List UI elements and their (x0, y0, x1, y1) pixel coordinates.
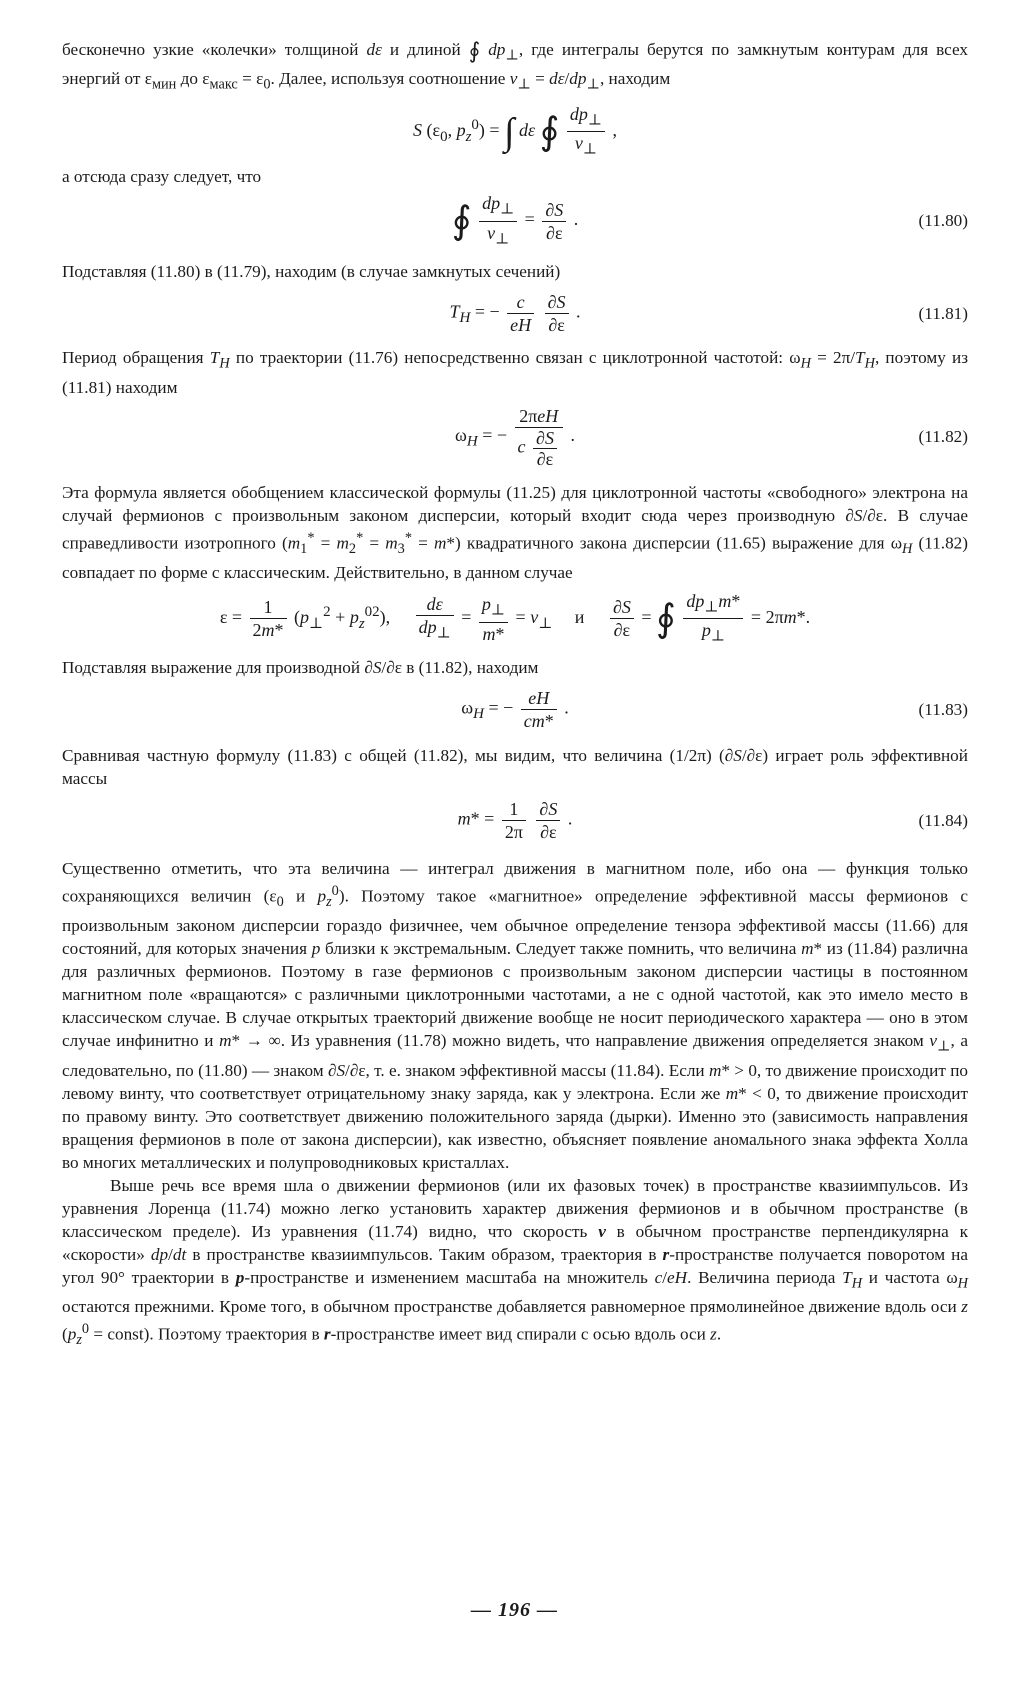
paragraph-9: Выше речь все время шла о движении фермионов (или их фазовых точек) в пространстве квазиимпульсов. Из уравнения Лоренца (11.74) можно легко установить характер движения фермионов и в обычном пространстве (в классическом пределе). Из уравнения (11.74) видно, что скорость v в обычном пространстве перпендикулярна к «скорости» dp/dt в пространстве квазиимпульсов. Таким образом, траектория в r-пространстве получается поворотом на угол 90° траектории в p-пространстве и изменением масштаба на множитель c/eH. Величина периода $T_H$ и частота $\omega_H$ остаются прежними. Кроме того, в обычном пространстве добавляется равномерное прямолинейное движение вдоль оси z ($p_z^0$ = const). Поэтому траектория в r-пространстве имеет вид спирали с осью вдоль оси z. (62, 1175, 969, 1349)
page-number: — 196 — (471, 1599, 558, 1621)
paragraph-7: Сравнивая частную формулу (11.83) с общей (11.82), мы видим, что величина (1/2π) (∂S/∂ε) играет роль эффективной массы (62, 746, 968, 789)
equation-11-80: ∮ $\frac{dp_\perp}{v_\perp}$ = $\frac{\partial S}{\partial\varepsilon}$ . (11.80) (451, 193, 968, 248)
paragraph-6: Подставляя выражение для производной ∂S/∂ε в (11.82), находим (62, 658, 539, 678)
equation-11-81: $T_H$ = − $\frac{c}{eH}$ $\frac{\partial S}{\partial\varepsilon}$ . (11.81) (449, 292, 968, 336)
equation-11-84: m* = $\frac{1}{2\pi}$ $\frac{\partial S}{\partial\varepsilon}$ . (11.84) (457, 799, 968, 843)
equation-number: (11.83) (918, 699, 968, 719)
equation-number: (11.81) (918, 303, 968, 323)
paragraph-1: бесконечно узкие «колечки» толщиной dε и длиной ∮ $dp_\perp$, где интегралы берутся по замкнутым контурам для всех энергий от $\varepsilon_{мин}$ до $\varepsilon_{макс} = \varepsilon_0$. Далее, используя соотношение $v_\perp = d\varepsilon/dp_\perp$, находим (62, 38, 968, 93)
paragraph-8: Существенно отметить, что эта величина — интеграл движения в магнитном поле, ибо она — функция только сохраняющихся величин ($\varepsilon_0$ и $p_z^0$). Поэтому такое «магнитное» определение эффективной массы фермионов с произвольным законом дисперсии гораздо физичнее, чем обычное определение тензора эффективой массы (11.66) для состояний, для которых значения p близки к экстремальным. Следует также помнить, что величина m* из (11.84) различна для различных фермионов. Поэтому в газе фермионов с произвольным законом дисперсии частицы в постоянном магнитном поле «вращаются» с различными циклотронными частотами, а не с одной частотой, как это имело место в классическом случае. В случае открытых траекторий движение вообще не носит периодического характера — оно в этом случае инфинитно и m* → ∞. Из уравнения (11.78) можно видеть, что направление движения определяется знаком $v_\perp$, а следовательно, по (11.80) — знаком ∂S/∂ε, т. е. знаком эффективной массы (11.84). Если m* > 0, то движение происходит по левому винту, что соответствует отрицательному знаку заряда, как у электрона. Если же m* < 0, то движение происходит по правому винту. Это соответствует движению положительного заряда (дырки). Именно это (зависимость направления вращения фермионов в поле от закона дисперсии), как известно, объясняет появление аномального знака эффекта Холла во многих металлических и полупроводниковых кристаллах. (62, 859, 968, 1172)
paragraph-2: а отсюда сразу следует, что (62, 167, 262, 187)
equation-area: S ($\varepsilon_0$, $p_z^0$) = ∫ dε ∮ $\frac{dp_\perp}{v_\perp}$ , (413, 103, 617, 159)
equation-isotropic: ε = $\frac{1}{2m*}$ $(p_\perp^2 + p_z^{02})$, $\frac{d\varepsilon}{dp_\perp}$ = $\frac{p_\perp}{m*}$ = $v_\perp$ и $\frac{\partial S}{\partial\varepsilon}$ = ∮ $\frac{dp_\perp m*}{p_\perp}$ = 2πm*. (219, 590, 811, 646)
page-body (62, 38, 968, 1352)
equation-11-82: $\omega_H$ = − 2πeH c $\frac{\partial S}{\partial\varepsilon}$ . (11.82) (455, 405, 968, 469)
equation-number: (11.82) (918, 426, 968, 446)
paragraph-4: Период обращения $T_H$ по траектории (11.76) непосредственно связан с циклотронной частотой: $\omega_H = 2\pi/T_H$, поэтому из (11.81) находим (62, 348, 969, 397)
equation-number: (11.84) (918, 810, 968, 830)
equation-number: (11.80) (918, 211, 968, 231)
paragraph-5: Эта формула является обобщением классической формулы (11.25) для циклотронной частоты «свободного» электрона на случай фермионов с произвольным законом дисперсии, который входит сюда через производную ∂S/∂ε. В случае справедливости изотропного $(m_1^* = m_2^* = m_3^* = m*)$ квадратичного закона дисперсии (11.65) выражение для $\omega_H$ (11.82) совпадает по форме с классическим. Действительно, в данном случае (62, 482, 968, 582)
paragraph-3: Подставляя (11.80) в (11.79), находим (в случае замкнутых сечений) (62, 262, 561, 282)
equation-11-83: $\omega_H$ = − $\frac{eH}{cm*}$ . (11.83) (461, 688, 968, 732)
